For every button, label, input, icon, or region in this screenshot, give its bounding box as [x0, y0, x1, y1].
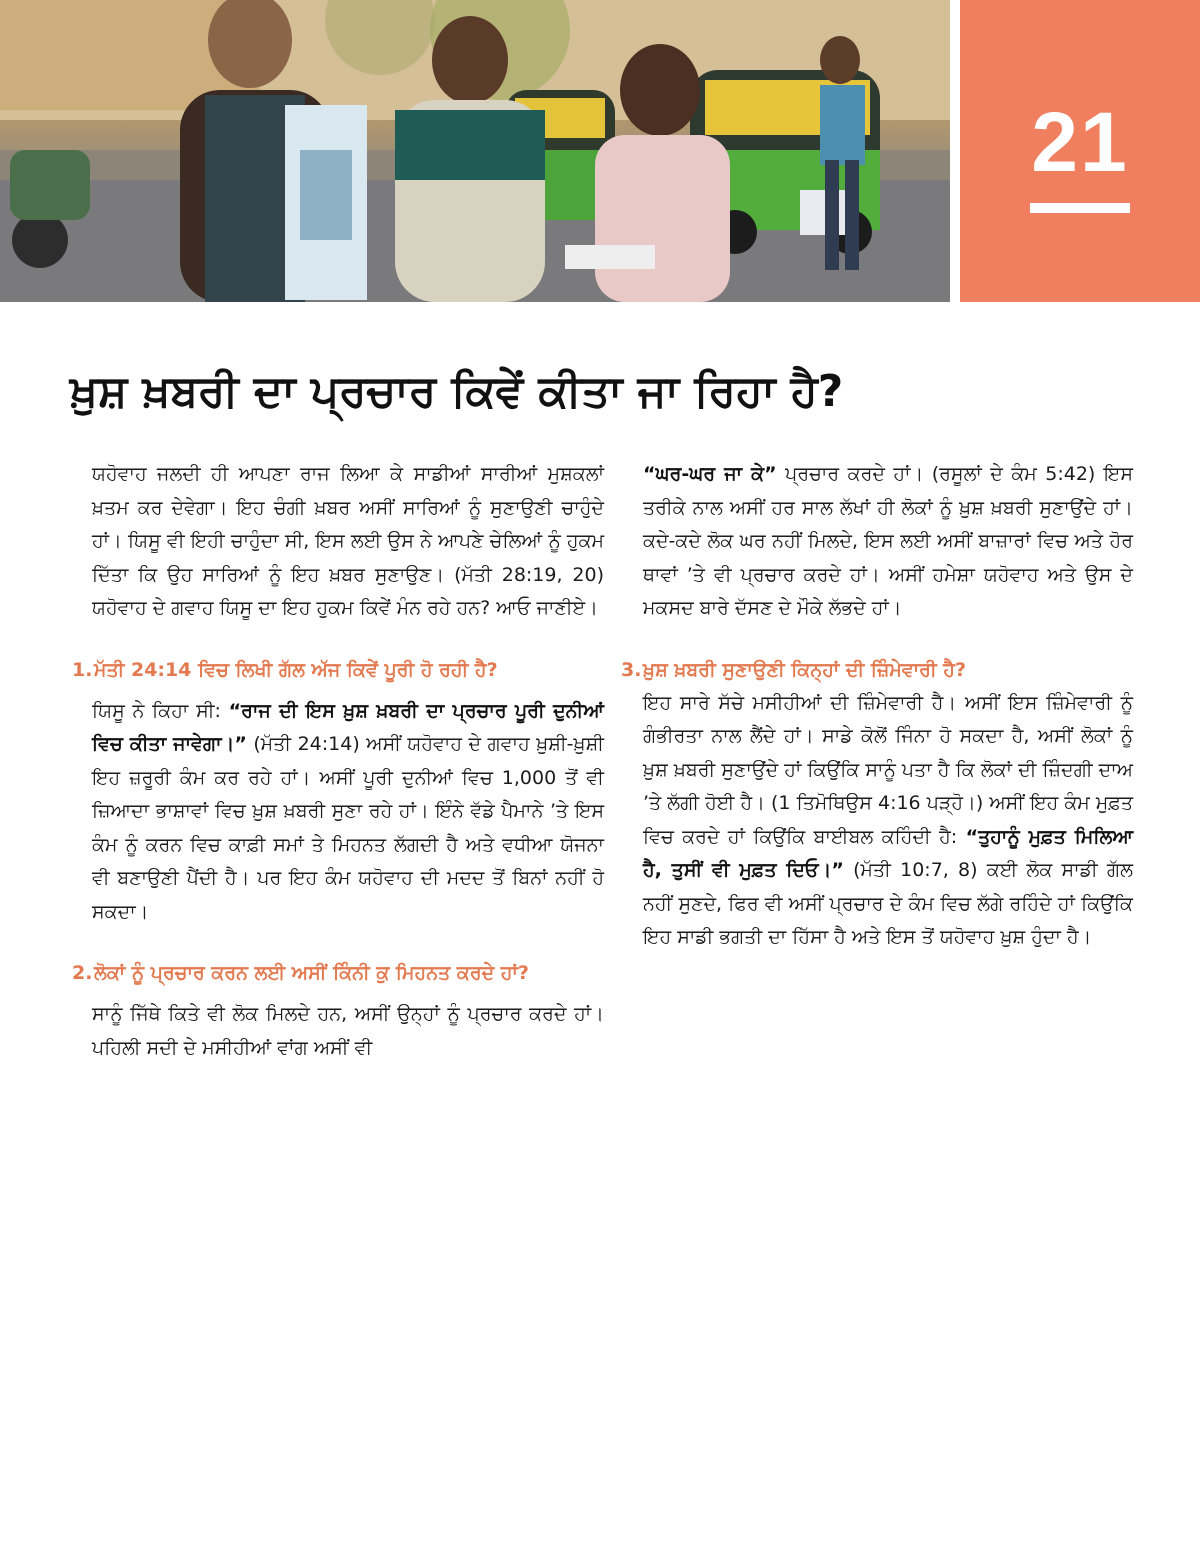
lesson-number-box: [960, 0, 1200, 302]
section-1-lead: ਯਿਸੂ ਨੇ ਕਿਹਾ ਸੀ:: [92, 699, 221, 722]
display-cart: [285, 105, 367, 300]
left-column: [72, 458, 604, 1065]
section-1-quote: “ਰਾਜ ਦੀ ਇਸ ਖ਼ੁਸ਼ ਖ਼ਬਰੀ ਦਾ ਪ੍ਰਚਾਰ ਪੂਰੀ ਦੁਨੀਆਂ ਵਿਚ ਕੀਤਾ ਜਾਵੇਗਾ।”: [92, 699, 604, 755]
lesson-number: 21: [1031, 95, 1129, 189]
section-2-quote: “ਘਰ-ਘਰ ਜਾ ਕੇ”: [643, 463, 777, 485]
section-2-number: 2.: [72, 962, 93, 984]
section-2-answer-continued: [643, 458, 1133, 626]
section-1-rest: (ਮੱਤੀ 24:14) ਅਸੀਂ ਯਹੋਵਾਹ ਦੇ ਗਵਾਹ ਖ਼ੁਸ਼ੀ-ਖ਼ੁਸ਼ੀ ਇਹ ਜ਼ਰੂਰੀ ਕੰਮ ਕਰ ਰਹੇ ਹਾਂ। ਅਸੀਂ ਪੂਰੀ ਦੁਨੀਆਂ ਵਿਚ 1,000 ਤੋਂ ਵੀ ਜ਼ਿਆਦਾ ਭਾਸ਼ਾਵਾਂ ਵਿਚ ਖ਼ੁਸ਼ ਖ਼ਬਰੀ ਸੁਣਾ ਰਹੇ ਹਾਂ। ਇੰਨੇ ਵੱਡੇ ਪੈਮਾਨੇ ’ਤੇ ਇਸ ਕੰਮ ਨੂੰ ਕਰਨ ਵਿਚ ਕਾਫ਼ੀ ਸਮਾਂ ਤੇ ਮਿਹਨਤ ਲੱਗਦੀ ਹੈ ਅਤੇ ਵਧੀਆ ਯੋਜਨਾ ਵੀ ਬਣਾਉਣੀ ਪੈਂਦੀ ਹੈ। ਪਰ ਇਹ ਕੰਮ ਯਹੋਵਾਹ ਦੀ ਮਦਦ ਤੋਂ ਬਿਨਾਂ ਨਹੀਂ ਹੋ ਸਕਦਾ।: [92, 733, 604, 923]
section-1-answer: [92, 695, 604, 930]
intro-paragraph: ਯਹੋਵਾਹ ਜਲਦੀ ਹੀ ਆਪਣਾ ਰਾਜ ਲਿਆ ਕੇ ਸਾਡੀਆਂ ਸਾਰੀਆਂ ਮੁਸ਼ਕਲਾਂ ਖ਼ਤਮ ਕਰ ਦੇਵੇਗਾ। ਇਹ ਚੰਗੀ ਖ਼ਬਰ ਅਸੀਂ ਸਾਰਿਆਂ ਨੂੰ ਸੁਣਾਉਣੀ ਚਾਹੁੰਦੇ ਹਾਂ। ਯਿਸੂ ਵੀ ਇਹੀ ਚਾਹੁੰਦਾ ਸੀ, ਇਸ ਲਈ ਉਸ ਨੇ ਆਪਣੇ ਚੇਲਿਆਂ ਨੂੰ ਹੁਕਮ ਦਿੱਤਾ ਕਿ ਉਹ ਸਾਰਿਆਂ ਨੂੰ ਇਹ ਖ਼ਬਰ ਸੁਣਾਉਣ। (ਮੱਤੀ 28:19, 20) ਯਹੋਵਾਹ ਦੇ ਗਵਾਹ ਯਿਸੂ ਦਾ ਇਹ ਹੁਕਮ ਕਿਵੇਂ ਮੰਨ ਰਹੇ ਹਨ? ਆਓ ਜਾਣੀਏ।: [92, 463, 604, 619]
section-3-answer: [643, 687, 1133, 955]
section-3-number: 3.: [621, 658, 642, 681]
street-scene-illustration: [0, 0, 950, 302]
section-2-rest: ਪ੍ਰਚਾਰ ਕਰਦੇ ਹਾਂ। (ਰਸੂਲਾਂ ਦੇ ਕੰਮ 5:42) ਇਸ ਤਰੀਕੇ ਨਾਲ ਅਸੀਂ ਹਰ ਸਾਲ ਲੱਖਾਂ ਹੀ ਲੋਕਾਂ ਨੂੰ ਖ਼ੁਸ਼ ਖ਼ਬਰੀ ਸੁਣਾਉਂਦੇ ਹਾਂ। ਕਦੇ-ਕਦੇ ਲੋਕ ਘਰ ਨਹੀਂ ਮਿਲਦੇ, ਇਸ ਲਈ ਅਸੀਂ ਬਾਜ਼ਾਰਾਂ ਵਿਚ ਅਤੇ ਹੋਰ ਥਾਵਾਂ ’ਤੇ ਵੀ ਪ੍ਰਚਾਰ ਕਰਦੇ ਹਾਂ। ਅਸੀਂ ਹਮੇਸ਼ਾ ਯਹੋਵਾਹ ਅਤੇ ਉਸ ਦੇ ਮਕਸਦ ਬਾਰੇ ਦੱਸਣ ਦੇ ਮੌਕੇ ਲੱਭਦੇ ਹਾਂ।: [643, 463, 1133, 619]
section-2-answer-start: ਸਾਨੂੰ ਜਿੱਥੇ ਕਿਤੇ ਵੀ ਲੋਕ ਮਿਲਦੇ ਹਨ, ਅਸੀਂ ਉਨ੍ਹਾਂ ਨੂੰ ਪ੍ਰਚਾਰ ਕਰਦੇ ਹਾਂ। ਪਹਿਲੀ ਸਦੀ ਦੇ ਮਸੀਹੀਆਂ ਵਾਂਗ ਅਸੀਂ ਵੀ: [92, 1003, 604, 1059]
hero-photo: [0, 0, 950, 302]
page-title: ਖ਼ੁਸ਼ ਖ਼ਬਰੀ ਦਾ ਪ੍ਰਚਾਰ ਕਿਵੇਂ ਕੀਤਾ ਜਾ ਰਿਹਾ ਹੈ?: [70, 366, 844, 417]
section-3-question: [621, 654, 1133, 687]
lesson-number-underline: [1030, 203, 1130, 213]
section-1-question: [72, 654, 604, 687]
section-1-number: 1.: [72, 658, 93, 681]
section-2-question: [72, 957, 604, 990]
section-3-lead: ਇਹ ਸਾਰੇ ਸੱਚੇ ਮਸੀਹੀਆਂ ਦੀ ਜ਼ਿੰਮੇਵਾਰੀ ਹੈ। ਅਸੀਂ ਇਸ ਜ਼ਿੰਮੇਵਾਰੀ ਨੂੰ ਗੰਭੀਰਤਾ ਨਾਲ ਲੈਂਦੇ ਹਾਂ। ਸਾਡੇ ਕੋਲੋਂ ਜਿੰਨਾ ਹੋ ਸਕਦਾ ਹੈ, ਅਸੀਂ ਲੋਕਾਂ ਨੂੰ ਖ਼ੁਸ਼ ਖ਼ਬਰੀ ਸੁਣਾਉਂਦੇ ਹਾਂ ਕਿਉਂਕਿ ਸਾਨੂੰ ਪਤਾ ਹੈ ਕਿ ਲੋਕਾਂ ਦੀ ਜ਼ਿੰਦਗੀ ਦਾਅ ’ਤੇ ਲੱਗੀ ਹੋਈ ਹੈ। (1 ਤਿਮੋਥਿਉਸ 4:16 ਪੜ੍ਹੋ।) ਅਸੀਂ ਇਹ ਕੰਮ ਮੁਫ਼ਤ ਵਿਚ ਕਰਦੇ ਹਾਂ ਕਿਉਂਕਿ ਬਾਈਬਲ ਕਹਿੰਦੀ ਹੈ:: [643, 691, 1133, 848]
right-column: [621, 458, 1133, 955]
section-3-rest: (ਮੱਤੀ 10:7, 8) ਕਈ ਲੋਕ ਸਾਡੀ ਗੱਲ ਨਹੀਂ ਸੁਣਦੇ, ਫਿਰ ਵੀ ਅਸੀਂ ਪ੍ਰਚਾਰ ਦੇ ਕੰਮ ਵਿਚ ਲੱਗੇ ਰਹਿੰਦੇ ਹਾਂ ਕਿਉਂਕਿ ਇਹ ਸਾਡੀ ਭਗਤੀ ਦਾ ਹਿੱਸਾ ਹੈ ਅਤੇ ਇਸ ਤੋਂ ਯਹੋਵਾਹ ਖ਼ੁਸ਼ ਹੁੰਦਾ ਹੈ।: [643, 859, 1133, 948]
section-2-question-text: ਲੋਕਾਂ ਨੂੰ ਪ੍ਰਚਾਰ ਕਰਨ ਲਈ ਅਸੀਂ ਕਿੰਨੀ ਕੁ ਮਿਹਨਤ ਕਰਦੇ ਹਾਂ?: [94, 962, 529, 984]
section-1-question-text: ਮੱਤੀ 24:14 ਵਿਚ ਲਿਖੀ ਗੱਲ ਅੱਜ ਕਿਵੇਂ ਪੂਰੀ ਹੋ ਰਹੀ ਹੈ?: [94, 658, 498, 681]
section-3-quote: “ਤੁਹਾਨੂੰ ਮੁਫ਼ਤ ਮਿਲਿਆ ਹੈ, ਤੁਸੀਂ ਵੀ ਮੁਫ਼ਤ ਦਿਓ।”: [643, 825, 1133, 881]
section-3-question-text: ਖ਼ੁਸ਼ ਖ਼ਬਰੀ ਸੁਣਾਉਣੀ ਕਿਨ੍ਹਾਂ ਦੀ ਜ਼ਿੰਮੇਵਾਰੀ ਹੈ?: [643, 658, 966, 681]
